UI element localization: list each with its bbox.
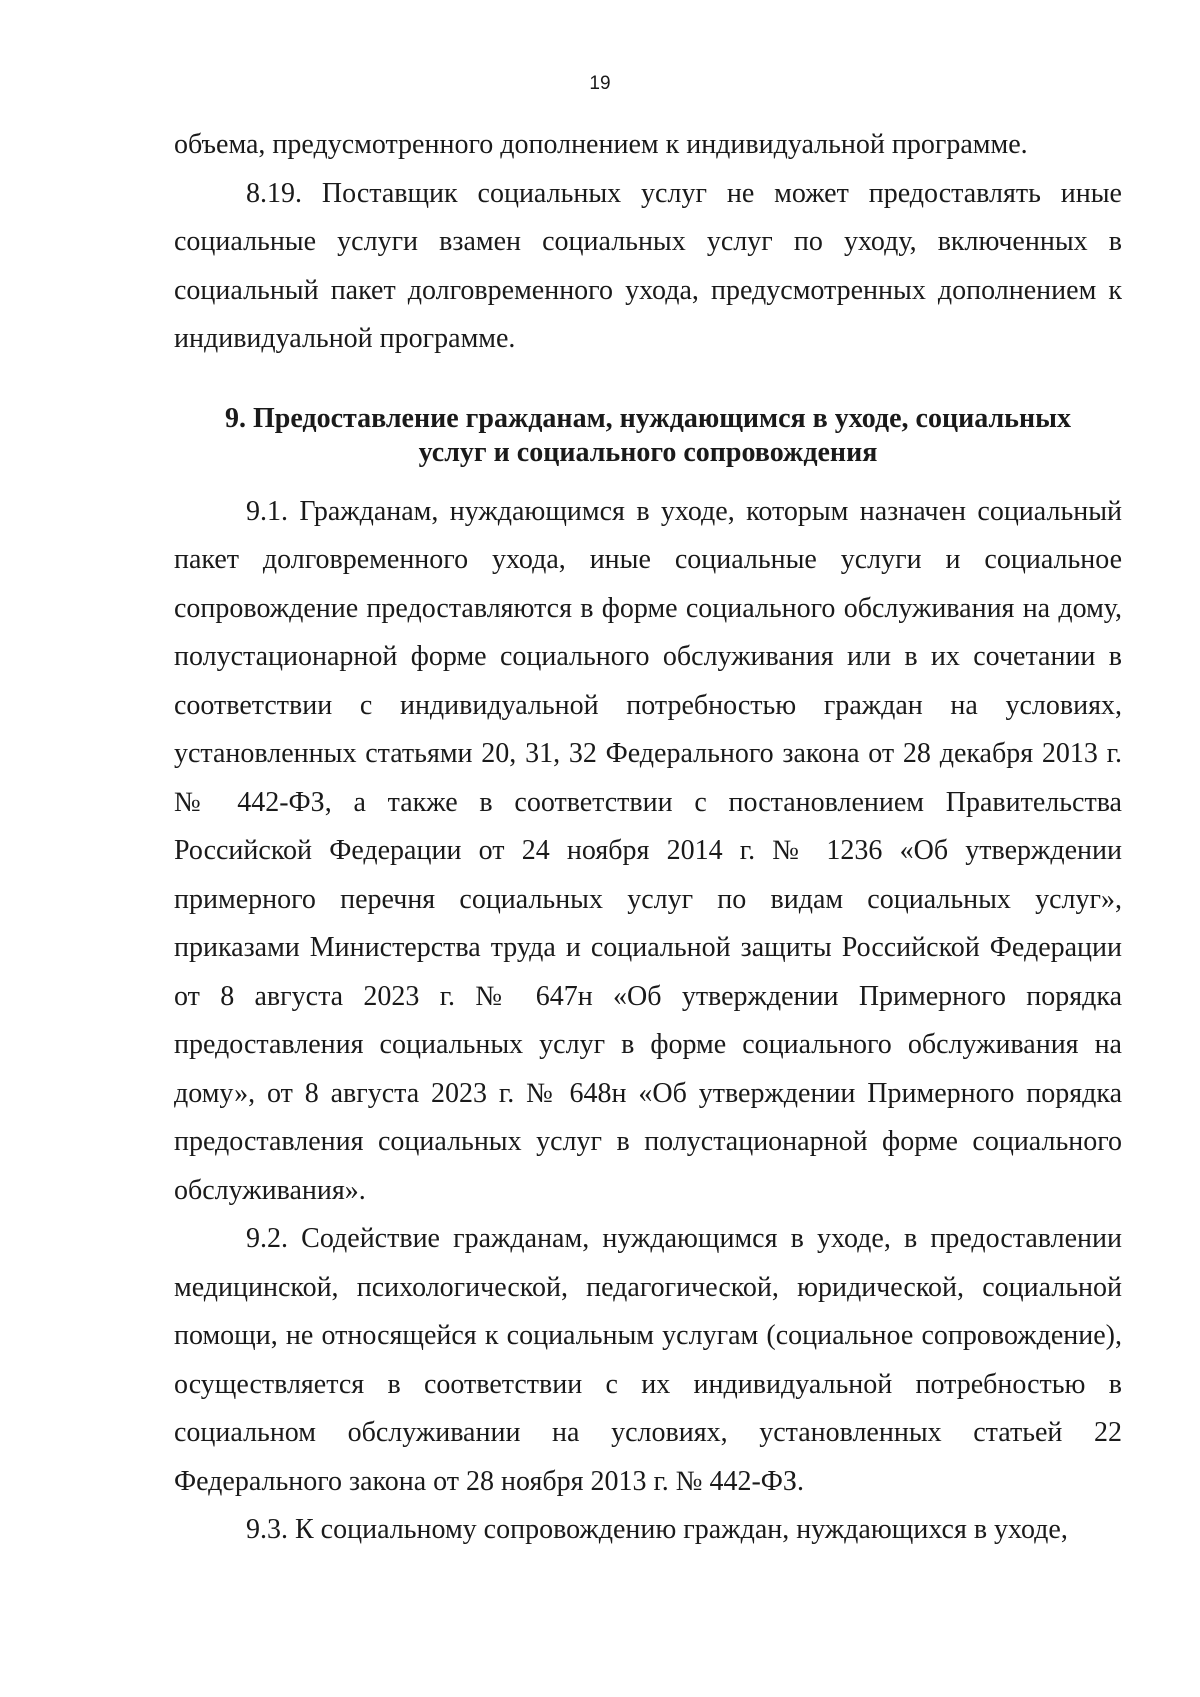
paragraph-9-1: 9.1. Гражданам, нуждающимся в уходе, которым назначен социальный пакет долговременного ухода, иные социальные услуги и социальное сопровождение предоставляются в форме социального обслуживания на дому, полустационарной форме социального обслуживания или в их сочетании в соответствии с индивидуальной потребностью граждан на условиях, установленных статьями 20, 31, 32 Федерального закона от 28 декабря 2013 г. № 442-ФЗ, а также в соответствии с постановлением Правительства Российской Федерации от 24 ноября 2014 г. № 1236 «Об утверждении примерного перечня социальных услуг по видам социальных услуг», приказами Министерства труда и социальной защиты Российской Федерации от 8 августа 2023 г. № 647н «Об утверждении Примерного порядка предоставления социальных услуг в форме социального обслуживания на дому», от 8 августа 2023 г. № 648н «Об утверждении Примерного порядка предоставления социальных услуг в полустационарной форме социального обслуживания». <box>174 495 1122 1206</box>
page-number: 19 <box>589 73 611 94</box>
paragraph-8-19: 8.19. Поставщик социальных услуг не может предоставлять иные социальные услуги взамен социальных услуг по уходу, включенных в социальный пакет долговременного ухода, предусмотренных дополнением к индивидуальной программе. <box>174 177 1122 354</box>
paragraph-9-3: 9.3. К социальному сопровождению граждан, нуждающихся в уходе, <box>246 1514 1068 1545</box>
section-heading-line-2: услуг и социального сопровождения <box>418 436 878 468</box>
paragraph-9-2: 9.2. Содействие гражданам, нуждающимся в уходе, в предоставлении медицинской, психологической, педагогической, юридической, социальной помощи, не относящейся к социальным услугам (социальное сопровождение), осуществляется в соответствии с их индивидуальной потребностью в социальном обслуживании на условиях, установленных статьей 22 Федерального закона от 28 ноября 2013 г. № 442-ФЗ. <box>174 1223 1122 1497</box>
section-heading-9 <box>174 402 1122 470</box>
document-body <box>174 121 1122 1555</box>
paragraph-continuation: объема, предусмотренного дополнением к индивидуальной программе. <box>174 129 1028 160</box>
section-heading-line-1: 9. Предоставление гражданам, нуждающимся в уходе, социальных <box>225 402 1071 434</box>
